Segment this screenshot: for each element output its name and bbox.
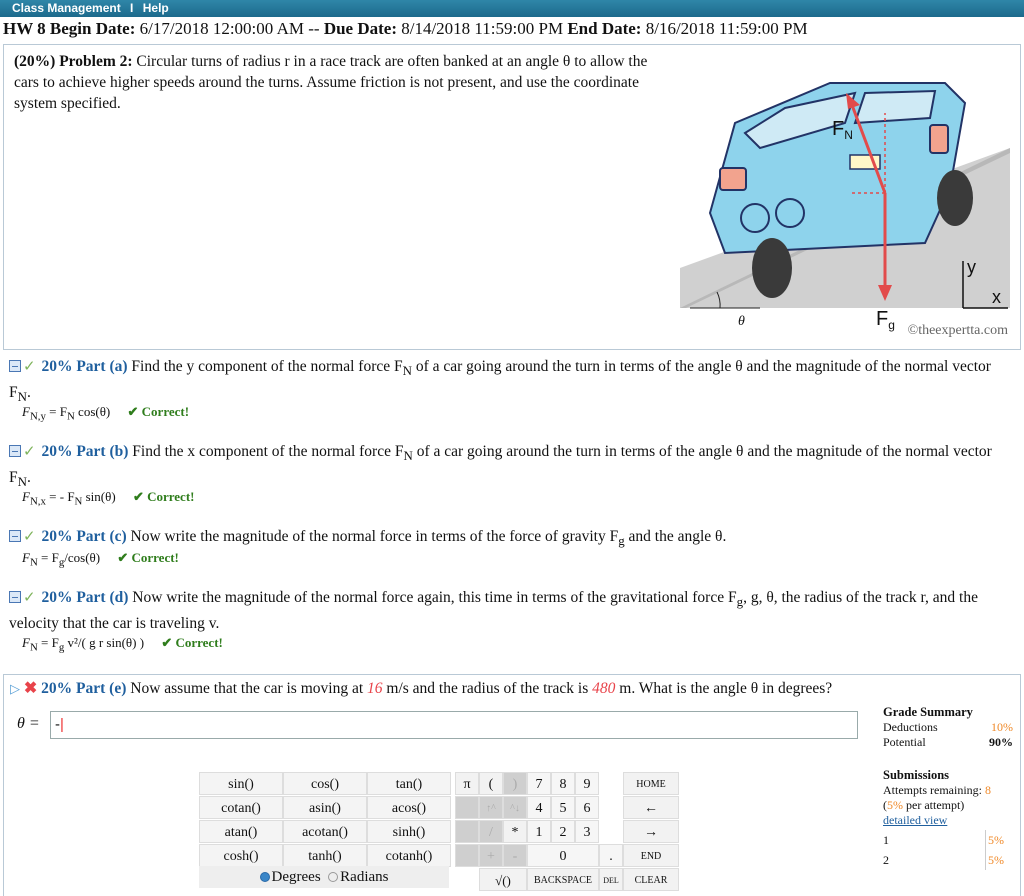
key-0[interactable]: 0 [527,844,599,867]
detailed-view-link[interactable]: detailed view [883,813,948,827]
theta-equals-label: θ = [17,715,40,732]
part-b-text2: of a car going around the turn in terms of the angle θ and the magnitude of the normal vector F [9,443,992,487]
incorrect-icon: ✖ [23,680,38,697]
banked-car-figure [680,63,1020,333]
math-keypad [199,772,685,890]
key-cos[interactable]: cos() [283,772,367,795]
part-c-sub: g [618,533,625,549]
end-label: End Date: [567,19,642,38]
part-b-sub: N [403,448,413,464]
collapse-icon[interactable] [9,591,21,603]
part-e-question [10,678,832,698]
ans-a-var: F [22,404,30,419]
part-d-answer [22,635,223,654]
input-value: - [55,716,60,733]
key-power-down[interactable]: ^↓ [503,796,527,819]
key-5[interactable]: 5 [551,796,575,819]
key-9[interactable]: 9 [575,772,599,795]
key-divide[interactable]: / [479,820,503,843]
key-tanh[interactable]: tanh() [283,844,367,867]
key-multiply[interactable]: * [503,820,527,843]
ans-d-var: F [22,635,30,650]
degrees-radio[interactable] [260,872,270,882]
submission-pct: 5% [985,850,1013,870]
key-acotan[interactable]: acotan() [283,820,367,843]
y-axis-label: y [967,257,976,277]
homework-header [3,19,808,39]
per-attempt-pct: 5% [887,798,903,812]
part-a [9,356,1014,408]
attempts-label: Attempts remaining: [883,783,982,797]
part-b-label: 20% Part (b) [41,443,129,460]
correct-badge: ✔ Correct! [117,550,179,565]
degrees-label: Degrees [271,869,321,885]
part-b-answer [22,489,194,508]
correct-badge: ✔ Correct! [132,489,195,504]
ans-d-rest: = F [37,635,59,650]
part-a-label: 20% Part (a) [41,358,128,375]
key-right[interactable]: → [623,820,679,843]
key-2[interactable]: 2 [551,820,575,843]
part-c [9,526,1014,552]
key-left[interactable]: ← [623,796,679,819]
key-lparen[interactable]: ( [479,772,503,795]
submissions-title: Submissions [883,768,950,782]
key-pi[interactable]: π [455,772,479,795]
collapse-icon[interactable] [9,530,21,542]
text-caret: | [60,716,64,733]
due-date: 8/14/2018 11:59:00 PM [401,19,564,38]
fg-label: $F_g$ [876,308,895,332]
part-d-sub: g [736,594,744,610]
ans-a-end: cos(θ) [74,404,111,419]
key-1[interactable]: 1 [527,820,551,843]
deductions-label: Deductions [883,720,938,734]
key-tan[interactable]: tan() [367,772,451,795]
part-c-text: Now write the magnitude of the normal force in terms of the force of gravity F [130,528,619,545]
ans-c-sub2: g [58,556,65,569]
radians-label: Radians [340,869,389,885]
part-a-sub: N [402,363,412,379]
ans-c-var: F [22,550,30,565]
part-e-label: 20% Part (e) [41,680,127,697]
collapse-icon[interactable] [9,445,21,457]
part-b-sub2: N [17,474,27,490]
begin-date: 6/17/2018 12:00:00 AM [139,19,304,38]
problem-statement [14,51,664,114]
play-icon[interactable]: ▷ [10,681,20,696]
submission-pct: 5% [985,830,1013,850]
key-sin[interactable]: sin() [199,772,283,795]
key-end[interactable]: END [623,844,679,867]
submission-number: 2 [883,853,889,867]
part-c-answer [22,550,179,569]
potential-label: Potential [883,735,926,749]
part-c-text2: and the angle θ. [624,528,727,545]
problem-box [3,44,1021,350]
due-label: Due Date: [323,19,397,38]
fn-label: $F_N$ [832,118,853,142]
theta-label: θ [738,314,745,329]
key-7[interactable]: 7 [527,772,551,795]
part-a-answer [22,404,189,423]
check-icon: ✓ [23,590,36,606]
ans-b-sub: N,x [29,495,46,508]
ans-b-end: sin(θ) [82,489,116,504]
deductions-value: 10% [991,720,1013,734]
key-sqrt[interactable]: √() [479,868,527,891]
part-e-text1: Now assume that the car is moving at [130,680,364,697]
part-d-label: 20% Part (d) [41,589,129,606]
collapse-icon[interactable] [9,360,21,372]
ans-b-sub2: N [74,495,83,508]
date-separator: -- [308,19,320,38]
attempts-value: 8 [984,783,991,797]
speed-value: 16 [367,680,383,697]
key-4[interactable]: 4 [527,796,551,819]
key-minus[interactable]: - [503,844,527,867]
key-cotanh[interactable]: cotanh() [367,844,451,867]
potential-value: 90% [989,735,1013,749]
class-management-menu[interactable]: Class Management [12,1,121,15]
part-a-sub2: N [17,389,27,405]
key-3[interactable]: 3 [575,820,599,843]
problem-weight: (20%) [14,53,56,70]
part-b [9,441,1014,493]
part-b-end: . [26,469,31,487]
ans-c-rest: = F [37,550,59,565]
key-del[interactable]: DEL [599,868,623,891]
ans-b-var: F [22,489,30,504]
part-a-text: Find the y component of the normal force F [131,358,403,375]
check-icon: ✓ [23,359,36,375]
angle-mode [199,866,449,888]
part-d-text2: , g, θ, the radius of the track r, and the velocity that the car is traveling v. [9,589,978,633]
radius-value: 480 [592,680,616,697]
answer-input[interactable] [50,711,858,739]
copyright-credit: ©theexpertta.com [907,323,1008,338]
ans-a-sub2: N [66,410,75,423]
ans-d-sub2: g [58,641,65,654]
key-backspace[interactable]: BACKSPACE [527,868,599,891]
key-sinh[interactable]: sinh() [367,820,451,843]
problem-text: Circular turns of radius r in a race track are often banked at an angle θ to allow the cars to achieve higher speeds around the turns. Assume friction is not present, and use the coordinate system specified. [14,53,648,112]
correct-badge: ✔ Correct! [161,635,223,650]
part-e [3,674,1021,896]
ans-c-sub: N [29,556,38,569]
part-a-text2: of a car going around the turn in terms of the angle θ and the magnitude of the normal vector F [9,358,991,402]
radians-radio[interactable] [328,872,338,882]
key-atan[interactable]: atan() [199,820,283,843]
grade-summary: Grade Summary Deductions 10% Potential 90% Submissions Attempts remaining: 8 (5% per attempt) detailed view 1 5% 2 5% [883,705,1013,870]
key-home[interactable]: HOME [623,772,679,795]
ans-a-rest: = F [45,404,67,419]
key-cosh[interactable]: cosh() [199,844,283,867]
key-asin[interactable]: asin() [283,796,367,819]
hw-title: HW 8 Begin Date: [3,19,136,38]
part-b-text: Find the x component of the normal force F [132,443,404,460]
check-icon: ✓ [23,444,36,460]
key-cotan[interactable]: cotan() [199,796,283,819]
part-d [9,587,1014,635]
end-date: 8/16/2018 11:59:00 PM [645,19,808,38]
part-e-text2: m/s and the radius of the track is [386,680,589,697]
key-clear[interactable]: CLEAR [623,868,679,891]
ans-a-sub: N,y [29,410,46,423]
x-axis-label: x [992,287,1001,307]
per-attempt-text: per attempt) [906,798,965,812]
ans-b-rest: = - F [45,489,75,504]
top-menu-bar [0,0,1024,17]
problem-label: Problem 2: [59,53,133,70]
part-c-label: 20% Part (c) [41,528,127,545]
key-plus[interactable]: + [479,844,503,867]
part-e-text3: m. What is the angle θ in degrees? [619,680,833,697]
ans-d-sub: N [29,641,38,654]
correct-badge: ✔ Correct! [127,404,190,419]
key-acos[interactable]: acos() [367,796,451,819]
menu-separator: I [130,1,134,15]
key-6[interactable]: 6 [575,796,599,819]
key-rparen[interactable]: ) [503,772,527,795]
ans-d-end: v²/( g r sin(θ) ) [64,635,145,650]
submission-number: 1 [883,833,889,847]
grade-summary-title: Grade Summary [883,705,973,719]
check-icon: ✓ [23,529,36,545]
ans-c-end: /cos(θ) [64,550,101,565]
part-a-end: . [26,384,31,402]
help-menu[interactable]: Help [142,1,169,15]
part-d-text: Now write the magnitude of the normal force again, this time in terms of the gravitational force F [132,589,737,606]
key-decimal[interactable]: . [599,844,623,867]
key-power-up[interactable]: ↑^ [479,796,503,819]
key-8[interactable]: 8 [551,772,575,795]
